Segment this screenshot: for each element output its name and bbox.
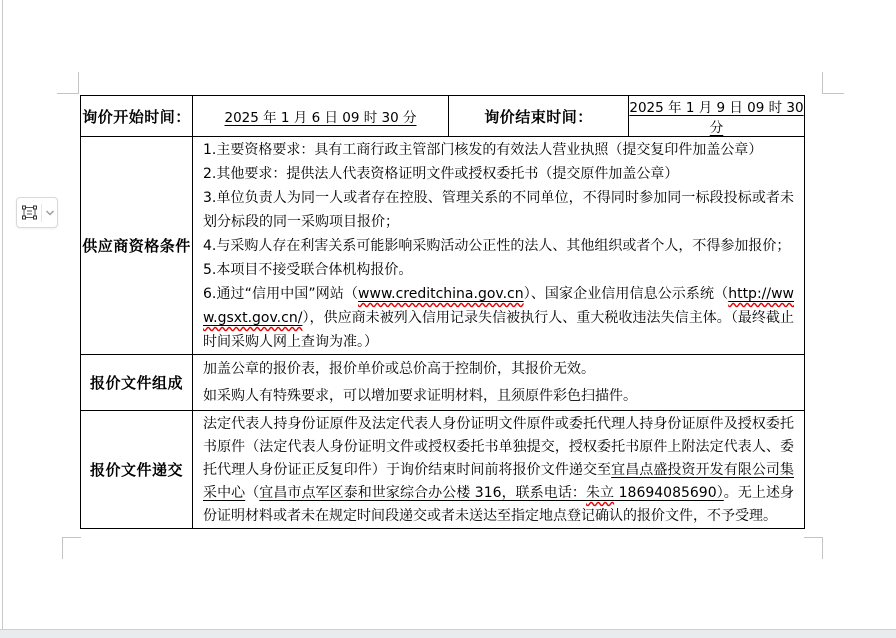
text-boundary-mark [822,72,823,94]
text-boundary-mark [822,93,844,94]
inquiry-end-datetime: 2025 年 1 月 9 日 09 时 30 分 [629,100,804,136]
supplier-qualification-content [192,137,804,354]
paragraph: 4.与采购人存在利害关系可能影响采购活动公正性的法人、其他组织或者个人，不得参加报价； [203,238,791,254]
paragraph: 3.单位负责人为同一人或者存在控股、管理关系的不同单位，不得同时参加同一标段投标或者未划分标段的同一采购项目报价； [203,190,794,230]
text-boundary-mark [62,537,81,538]
page-left-edge [2,0,3,630]
paragraph: 法定代表人持身份证原件及法定代表人身份证明文件原件或委托代理人持身份证原件及授权委托书原件（法定代表人身份证明文件或授权委托书单独提交，授权委托书原件上附法定代表人、委托代理人身份证正反复印件）于询价结束时间前将报价文件递交至宜昌点盛投资开发有限公司集采中心（宜昌市点军区泰和世家综合办公楼 316，联系电话：朱立 18694085690）。无上述身份证明材料或者未在规定时间段递交或者未送达至指定地点登记确认的报价文件，不予受理。 [203,416,795,524]
paragraph: 2.其他要求：提供法人代表资格证明文件或授权委托书（提交原件加盖公章） [203,166,679,182]
inquiry-start-datetime: 2025 年 1 月 6 日 09 时 30 分 [224,110,417,126]
text-boundary-mark [57,93,79,94]
text-boundary-mark [78,72,79,94]
inquiry-start-label: 询价开始时间： [82,107,191,126]
page-bottom-edge [0,629,896,638]
text-boundary-mark [822,537,823,559]
table-select-icon[interactable] [17,204,41,221]
supplier-qualification-header: 供应商资格条件 [82,236,191,255]
content-table [80,95,805,529]
quote-documents-row [81,354,804,410]
quote-submission-content [192,411,804,528]
paragraph: 如采购人有特殊要求，可以增加要求证明材料，且须原件彩色扫描件。 [203,388,637,404]
paragraph: 1.主要资格要求：具有工商行政主管部门核发的有效法人营业执照（提交复印件加盖公章） [203,142,763,158]
paragraph: 5.本项目不接受联合体机构报价。 [203,262,413,278]
quote-documents-header: 报价文件组成 [89,373,183,392]
chevron-down-icon[interactable] [42,209,57,217]
paragraph: 6.通过“信用中国”网站（www.creditchina.gov.cn）、国家企业信用信息公示系统（http://www.gsxt.gov.cn/），供应商未被列入信用记录失信被执行人、重大税收违法失信主体。（最终截止时间采购人网上查询为准。） [203,286,794,350]
text-boundary-mark [62,537,63,559]
quote-documents-content [192,355,804,410]
supplier-qualification-row [81,136,804,354]
inquiry-end-value [628,96,804,136]
inquiry-time-row [81,96,804,136]
text-boundary-mark [804,537,823,538]
quote-submission-row [81,410,804,528]
inquiry-end-label: 询价结束时间： [448,96,628,136]
quote-submission-header: 报价文件递交 [89,460,183,479]
table-tools-button[interactable] [16,197,58,228]
paragraph: 加盖公章的报价表，报价单价或总价高于控制价，其报价无效。 [203,361,595,377]
inquiry-start-value [192,96,448,136]
